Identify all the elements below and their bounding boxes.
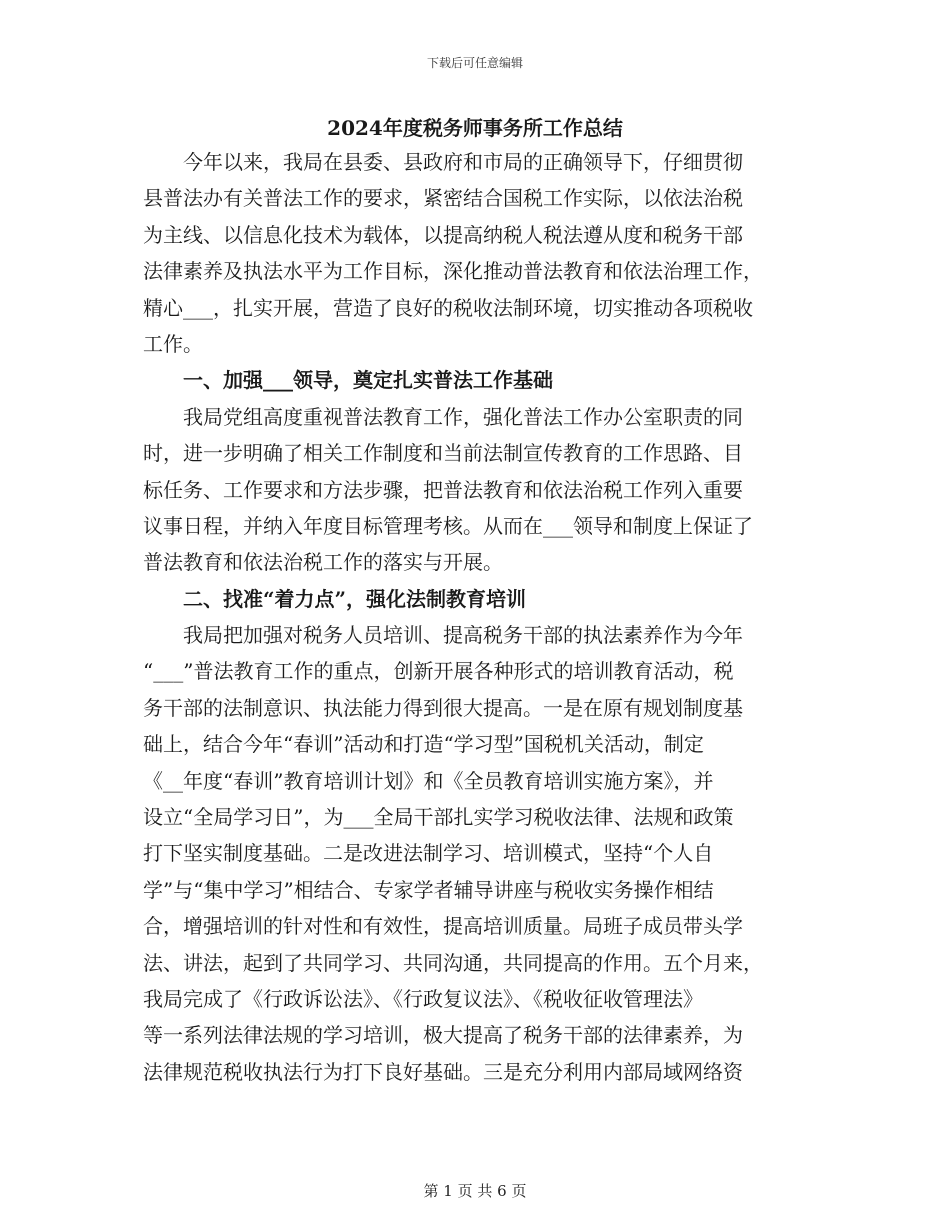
text-line: 础上，结合今年“春训”活动和打造“学习型”国税机关活动，制定 (143, 732, 704, 757)
text-line: 学”与“集中学习”相结合、专家学者辅导讲座与税收实务操作相结 (143, 877, 714, 902)
text-line: 法、讲法，起到了共同学习、共同沟通，共同提高的作用。五个月来， (143, 950, 763, 975)
section-heading: 一、加强___领导，奠定扎实普法工作基础 (183, 368, 553, 393)
text-line: 县普法办有关普法工作的要求，紧密结合国税工作实际，以依法治税 (143, 186, 743, 211)
text-line: 法律规范税收执法行为打下良好基础。三是充分利用内部局域网络资 (143, 1059, 743, 1084)
text-line: 等一系列法律法规的学习培训，极大提高了税务干部的法律素养，为 (143, 1023, 743, 1048)
text-line: 合，增强培训的针对性和有效性，提高培训质量。局班子成员带头学 (143, 914, 743, 939)
text-line: 我局把加强对税务人员培训、提高税务干部的执法素养作为今年 (183, 623, 743, 648)
paragraph-lines (143, 144, 807, 1090)
text-line: 工作。 (143, 331, 203, 356)
text-line: 时，进一步明确了相关工作制度和当前法制宣传教育的工作思路、目 (143, 441, 743, 466)
text-line: 《__年度“春训”教育培训计划》和《全员教育培训实施方案》，并 (143, 768, 714, 793)
text-line: “___”普法教育工作的重点，创新开展各种形式的培训教育活动，税 (143, 659, 734, 684)
document-body (143, 112, 807, 1090)
section-heading: 二、找准“着力点”，强化法制教育培训 (183, 586, 527, 611)
header-note: 下载后可任意编辑 (426, 56, 523, 70)
text-line: 设立“全局学习日”，为___全局干部扎实学习税收法律、法规和政策 (143, 805, 734, 830)
text-line: 我局党组高度重视普法教育工作，强化普法工作办公室职责的同 (183, 404, 743, 429)
text-line: 议事日程，并纳入年度目标管理考核。从而在___领导和制度上保证了 (143, 513, 753, 538)
text-line: 今年以来，我局在县委、县政府和市局的正确领导下，仔细贯彻 (183, 150, 743, 174)
page-footer: 第 1 页 共 6 页 (423, 1182, 527, 1200)
text-line: 精心___，扎实开展，营造了良好的税收法制环境，切实推动各项税收 (143, 295, 753, 320)
text-line: 务干部的法制意识、执法能力得到很大提高。一是在原有规划制度基 (143, 695, 743, 720)
text-line: 为主线、以信息化技术为载体，以提高纳税人税法遵从度和税务干部 (143, 222, 743, 247)
text-line: 我局完成了《行政诉讼法》、《行政复议法》、《税收征收管理法》 (143, 986, 703, 1011)
document-title: 2024年度税务师事务所工作总结 (327, 116, 623, 140)
text-line: 法律素养及执法水平为工作目标，深化推动普法教育和依法治理工作， (143, 259, 763, 284)
text-line: 标任务、工作要求和方法步骤，把普法教育和依法治税工作列入重要 (143, 477, 743, 502)
text-line: 打下坚实制度基础。二是改进法制学习、培训模式，坚持“个人自 (143, 841, 714, 866)
text-line: 普法教育和依法治税工作的落实与开展。 (143, 550, 503, 575)
